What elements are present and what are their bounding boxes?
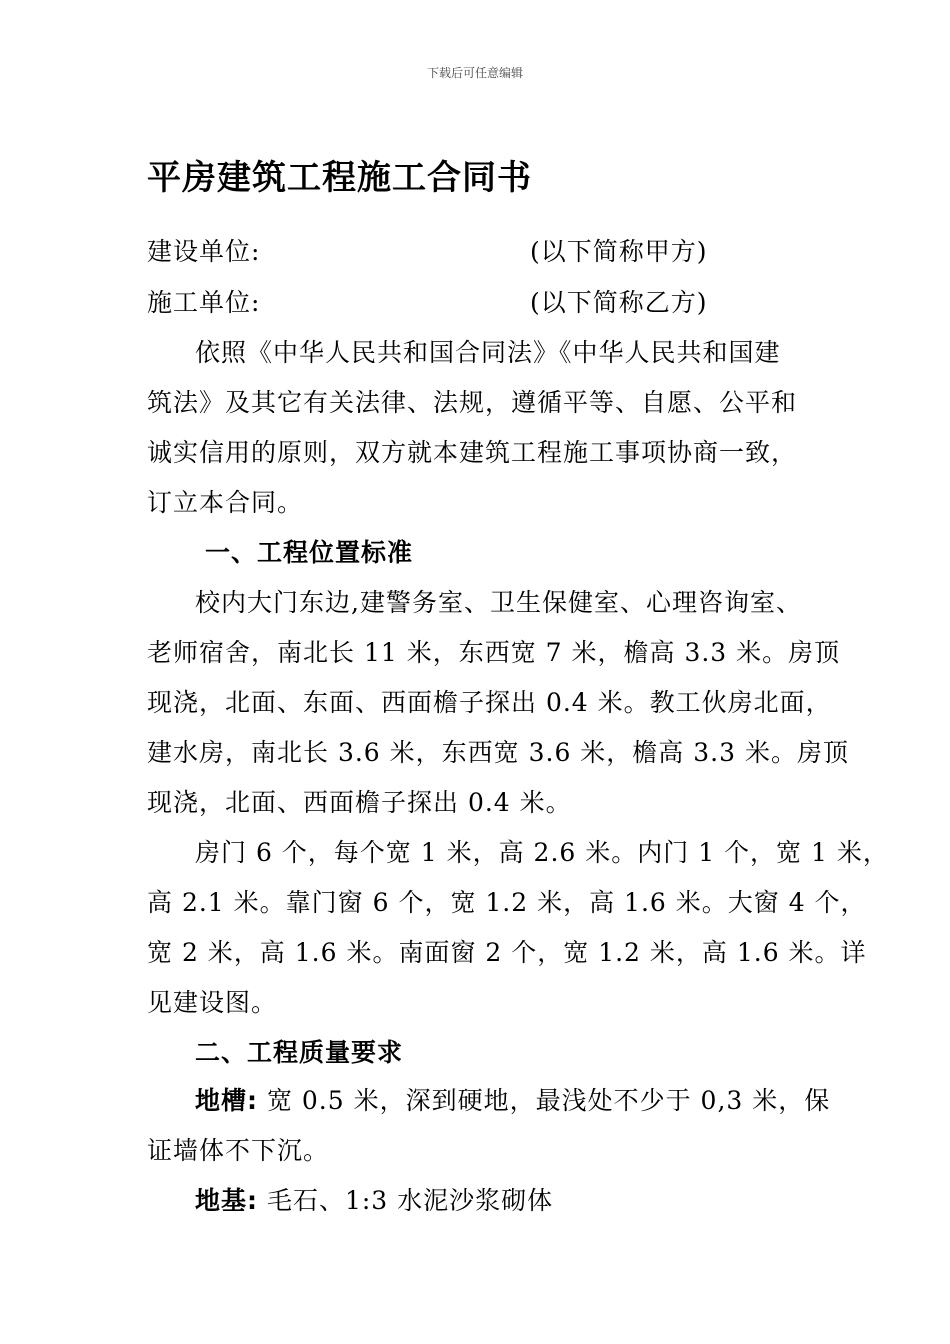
section1-para2-line: 见建设图。 [147,988,278,1017]
intro-line: 诚实信用的原则，双方就本建筑工程施工事项协商一致， [147,438,798,467]
intro-line: 依照《中华人民共和国合同法》《中华人民共和国建 [195,338,781,367]
section1-para2-line: 宽 2 米，高 1.6 米。南面窗 2 个，宽 1.2 米，高 1.6 米。详 [147,938,867,967]
ditch-text-continued: 证墙体不下沉。 [147,1136,330,1165]
intro-line: 筑法》及其它有关法律、法规，遵循平等、自愿、公平和 [147,388,798,417]
section1-heading: 一、工程位置标准 [205,538,414,567]
page-header: 下载后可任意编辑 [426,66,523,80]
section1-para1-line: 老师宿舍，南北长 11 米，东西宽 7 米，檐高 3.3 米。房顶 [147,638,841,667]
section1-para1-line: 现浇，北面、西面檐子探出 0.4 米。 [147,788,572,817]
foundation-text: 毛石、1:3 水泥沙浆砌体 [258,1186,554,1215]
party-a-note: (以下简称甲方) [530,237,708,266]
ditch-label: 地槽: [195,1086,258,1115]
section1-para1-line: 校内大门东边,建警务室、卫生保健室、心理咨询室、 [195,588,802,617]
party-b-label: 施工单位: [147,288,261,317]
party-a-label: 建设单位: [147,237,261,266]
section1-para2-line: 高 2.1 米。靠门窗 6 个，宽 1.2 米，高 1.6 米。大窗 4 个， [147,888,867,917]
ditch-paragraph [195,1081,830,1117]
party-b-note: (以下简称乙方) [530,288,708,317]
section1-para1-line: 建水房，南北长 3.6 米，东西宽 3.6 米，檐高 3.3 米。房顶 [147,738,849,767]
section1-para2-line: 房门 6 个，每个宽 1 米，高 2.6 米。内门 1 个，宽 1 米， [195,838,889,867]
ditch-text: 宽 0.5 米，深到硬地，最浅处不少于 0,3 米，保 [258,1086,831,1115]
document-title: 平房建筑工程施工合同书 [147,158,532,198]
intro-line: 订立本合同。 [147,488,304,517]
foundation-label: 地基: [195,1186,258,1215]
section1-para1-line: 现浇，北面、东面、西面檐子探出 0.4 米。教工伙房北面， [147,688,832,717]
foundation-paragraph [195,1181,553,1217]
section2-heading: 二、工程质量要求 [195,1038,404,1067]
